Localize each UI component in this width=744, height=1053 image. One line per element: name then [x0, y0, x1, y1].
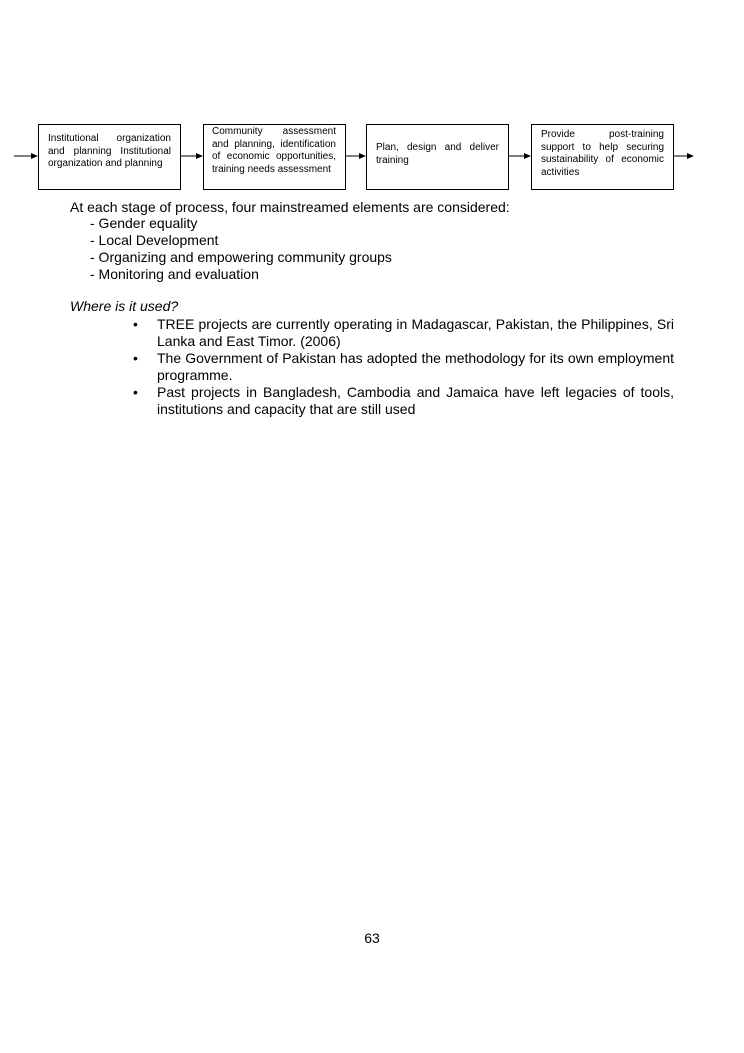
- arrow-3-4-head: [524, 153, 531, 159]
- intro-text: At each stage of process, four mainstreamed elements are considered:: [70, 199, 510, 215]
- element-gender: - Gender equality: [90, 215, 198, 231]
- list-item: [133, 316, 674, 350]
- element-community-groups: - Organizing and empowering community groups: [90, 249, 392, 265]
- where-used-heading: Where is it used?: [70, 298, 179, 314]
- bullet-text: Past projects in Bangladesh, Cambodia and Jamaica have left legacies of tools, institutions and capacity that are still used: [157, 384, 674, 417]
- flow-step-2: [203, 124, 346, 190]
- bullet-text: The Government of Pakistan has adopted the methodology for its own employment programme.: [157, 350, 674, 383]
- flow-step-4: [531, 124, 674, 190]
- flow-step-3-text: Plan, design and deliver training: [376, 142, 499, 166]
- bullet-icon: •: [133, 350, 138, 366]
- flow-step-4-text: Provide post-training support to help securing sustainability of economic activities: [541, 129, 664, 178]
- bullet-icon: •: [133, 316, 138, 332]
- arrow-out-head: [687, 153, 694, 159]
- arrow-1-2-head: [196, 153, 203, 159]
- list-item: [133, 350, 674, 384]
- arrow-in-head: [31, 153, 38, 159]
- process-flow-diagram: [0, 0, 744, 200]
- usage-bullet-list: [133, 316, 674, 418]
- element-monitoring: - Monitoring and evaluation: [90, 266, 259, 282]
- page-number: 63: [364, 930, 380, 946]
- bullet-text: TREE projects are currently operating in Madagascar, Pakistan, the Philippines, Sri Lanka and East Timor. (2006): [157, 316, 674, 349]
- flow-step-3: [366, 124, 509, 190]
- element-local-development: - Local Development: [90, 232, 219, 248]
- flow-step-1: [38, 124, 181, 190]
- flow-step-1-text: Institutional organization and planning Institutional organization and planning: [48, 133, 171, 169]
- arrow-2-3-head: [359, 153, 366, 159]
- bullet-icon: •: [133, 384, 138, 400]
- flow-step-2-text: Community assessment and planning, identification of economic opportunities, training needs assessment: [212, 126, 336, 175]
- list-item: [133, 384, 674, 418]
